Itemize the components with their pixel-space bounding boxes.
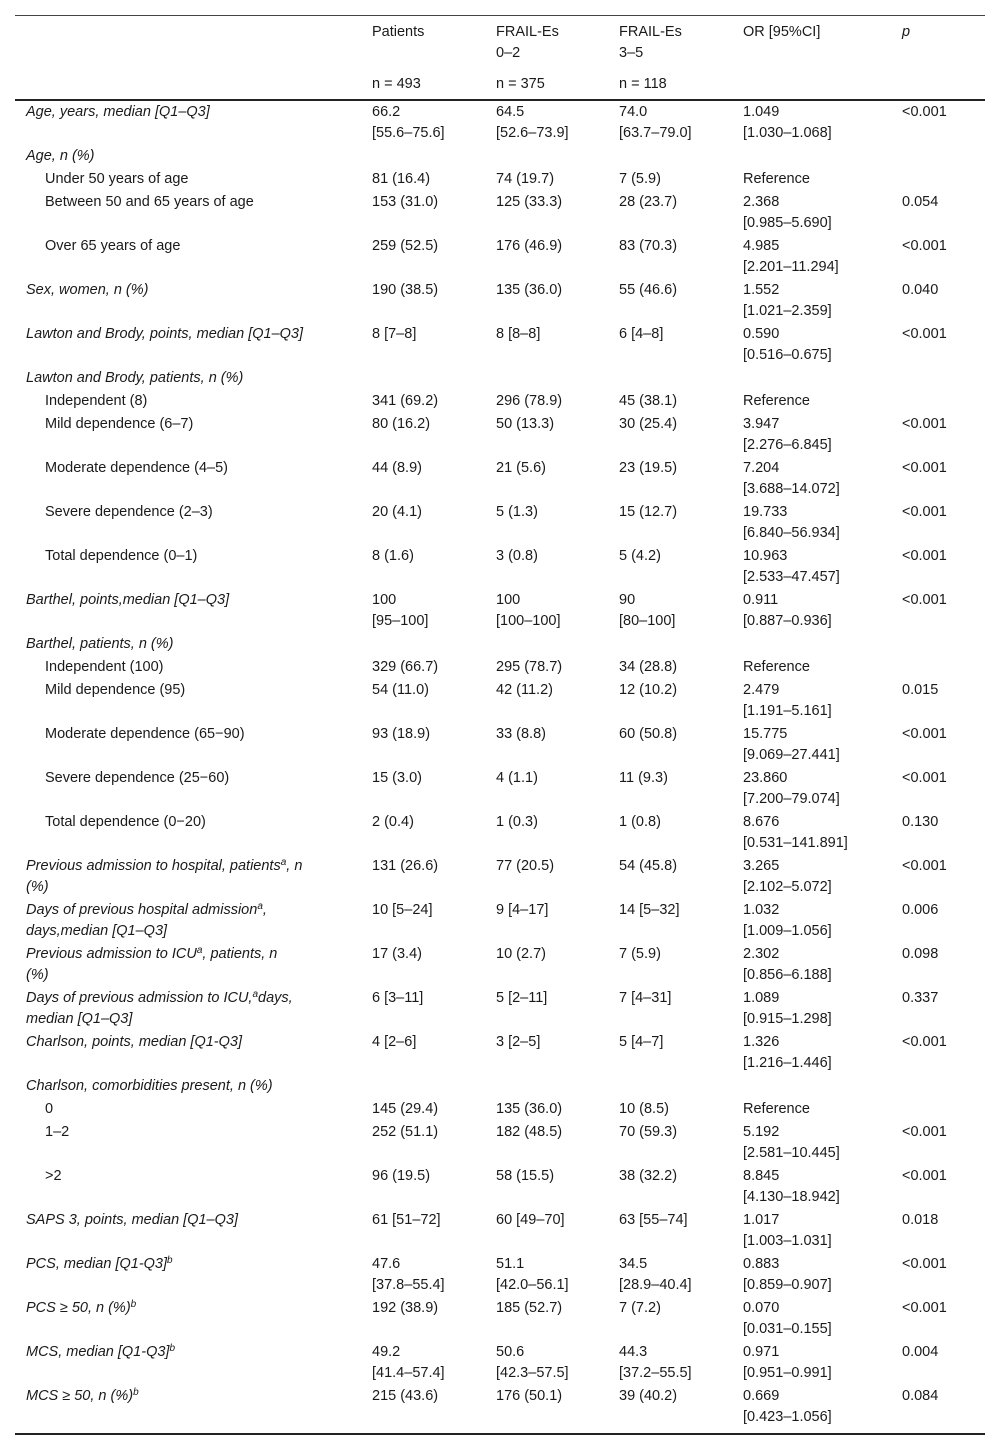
cell-or: 0.590 [0.516–0.675] xyxy=(743,326,832,363)
cell-low: 135 (36.0) xyxy=(496,1101,563,1117)
cell-high: 30 (25.4) xyxy=(619,416,678,432)
cell-low: 50 (13.3) xyxy=(496,416,555,432)
row-label xyxy=(45,169,188,190)
cell-high: 10 (8.5) xyxy=(619,1101,669,1117)
cell-low: 77 (20.5) xyxy=(496,858,555,874)
row-label-text: Total dependence (0−20) xyxy=(45,814,206,830)
cell-high: 1 (0.8) xyxy=(619,814,661,830)
row-label xyxy=(45,680,185,701)
cell-patients: 341 (69.2) xyxy=(372,393,439,409)
footnote-mark: a xyxy=(252,989,259,1000)
row-label-text: 1–2 xyxy=(45,1124,70,1140)
cell-high: 11 (9.3) xyxy=(619,770,668,786)
row-label xyxy=(26,102,210,123)
header-n-high: n = 118 xyxy=(619,76,667,92)
cell-patients: 10 [5–24] xyxy=(372,902,433,918)
cell-low: 3 [2–5] xyxy=(496,1034,541,1050)
row-label-text: Lawton and Brody, patients, n (%) xyxy=(26,370,244,386)
cell-high: 15 (12.7) xyxy=(619,504,678,520)
cell-or: Reference xyxy=(743,659,810,675)
row-label-text: Independent (8) xyxy=(45,393,148,409)
cell-or: 2.479 [1.191–5.161] xyxy=(743,682,832,719)
row-label xyxy=(26,1032,242,1053)
cell-low: 185 (52.7) xyxy=(496,1300,563,1316)
footnote-mark: b xyxy=(130,1299,137,1310)
cell-low: 5 (1.3) xyxy=(496,504,538,520)
row-label xyxy=(26,1254,173,1275)
cell-p: 0.018 xyxy=(902,1212,939,1228)
cell-low: 51.1 [42.0–56.1] xyxy=(496,1256,569,1293)
cell-high: 34 (28.8) xyxy=(619,659,678,675)
cell-p: <0.001 xyxy=(902,326,947,342)
cell-low: 50.6 [42.3–57.5] xyxy=(496,1344,569,1381)
cell-p: <0.001 xyxy=(902,1124,947,1140)
row-label xyxy=(45,502,213,523)
row-label-text: Under 50 years of age xyxy=(45,171,189,187)
cell-low: 74 (19.7) xyxy=(496,171,555,187)
cell-low: 9 [4–17] xyxy=(496,902,549,918)
row-label-text: Previous admission to hospital, patients$^a$, n xyxy=(26,857,303,874)
row-label xyxy=(45,546,197,567)
header-rule xyxy=(15,99,985,101)
cell-low: 60 [49–70] xyxy=(496,1212,565,1228)
cell-patients: 61 [51–72] xyxy=(372,1212,441,1228)
cell-low: 8 [8–8] xyxy=(496,326,541,342)
row-label-text-cont: (%) xyxy=(26,967,49,983)
cell-patients: 329 (66.7) xyxy=(372,659,439,675)
row-label-text: Independent (100) xyxy=(45,659,164,675)
cell-low: 182 (48.5) xyxy=(496,1124,563,1140)
row-label xyxy=(26,1210,238,1231)
footnote-mark: b xyxy=(133,1387,139,1398)
row-label xyxy=(26,1298,136,1319)
row-label-text: 0 xyxy=(45,1101,54,1117)
cell-high: 38 (32.2) xyxy=(619,1168,678,1184)
header-p: p xyxy=(902,24,911,40)
cell-high: 28 (23.7) xyxy=(619,194,678,210)
cell-or: 7.204 [3.688–14.072] xyxy=(743,460,840,497)
cell-patients: 17 (3.4) xyxy=(372,946,422,962)
cell-or: 8.676 [0.531–141.891] xyxy=(743,814,848,851)
cell-p: 0.004 xyxy=(902,1344,939,1360)
cell-or: 0.669 [0.423–1.056] xyxy=(743,1388,832,1425)
row-label-text: >2 xyxy=(45,1168,62,1184)
table-bottom-rule xyxy=(15,1433,985,1435)
footnote-mark: a xyxy=(196,945,203,956)
row-label xyxy=(26,280,149,301)
cell-low: 176 (50.1) xyxy=(496,1388,563,1404)
cell-or: 10.963 [2.533–47.457] xyxy=(743,548,840,585)
cell-high: 55 (46.6) xyxy=(619,282,678,298)
cell-p: <0.001 xyxy=(902,416,947,432)
cell-p: 0.006 xyxy=(902,902,939,918)
cell-patients: 4 [2–6] xyxy=(372,1034,417,1050)
row-label xyxy=(26,856,302,898)
cell-or: 8.845 [4.130–18.942] xyxy=(743,1168,840,1205)
cell-p: <0.001 xyxy=(902,504,947,520)
cell-patients: 252 (51.1) xyxy=(372,1124,439,1140)
row-label-text: PCS, median $[Q1-Q3]^b$ xyxy=(26,1255,173,1272)
row-label-text-cont: (%) xyxy=(26,879,49,895)
cell-low: 33 (8.8) xyxy=(496,726,546,742)
table-top-rule xyxy=(15,15,985,16)
cell-or: 1.326 [1.216–1.446] xyxy=(743,1034,832,1071)
footnote-mark: a xyxy=(257,901,263,912)
cell-high: 14 [5–32] xyxy=(619,902,680,918)
cell-patients: 54 (11.0) xyxy=(372,682,429,698)
row-label xyxy=(45,768,229,789)
row-label-text: Moderate dependence (65−90) xyxy=(45,726,245,742)
cell-high: 7 (5.9) xyxy=(619,171,661,187)
row-label-text: Severe dependence (2–3) xyxy=(45,504,213,520)
row-label-text: Charlson, points, median [Q1-Q3] xyxy=(26,1034,242,1050)
cell-high: 63 [55–74] xyxy=(619,1212,688,1228)
cell-high: 7 (5.9) xyxy=(619,946,661,962)
cell-p: 0.098 xyxy=(902,946,939,962)
cell-or: Reference xyxy=(743,393,810,409)
header-frail-low: FRAIL-Es 0–2 xyxy=(496,24,559,61)
row-label-text-cont: days,median [Q1–Q3] xyxy=(26,923,168,939)
cell-or: 2.302 [0.856–6.188] xyxy=(743,946,832,983)
cell-or: Reference xyxy=(743,171,810,187)
row-label xyxy=(26,944,277,986)
row-label xyxy=(26,1342,175,1363)
row-label-text: Sex, women, n (%) xyxy=(26,282,149,298)
row-label xyxy=(26,988,293,1030)
row-label-text: Age, years, median [Q1–Q3] xyxy=(26,104,210,120)
cell-p: <0.001 xyxy=(902,726,947,742)
footnote-mark: b xyxy=(167,1255,173,1266)
cell-patients: 47.6 [37.8–55.4] xyxy=(372,1256,445,1293)
cell-low: 4 (1.1) xyxy=(496,770,538,786)
cell-high: 44.3 [37.2–55.5] xyxy=(619,1344,692,1381)
cell-high: 7 (7.2) xyxy=(619,1300,661,1316)
row-label xyxy=(45,458,228,479)
cell-p: <0.001 xyxy=(902,1168,947,1184)
row-label xyxy=(45,724,245,745)
cell-or: 3.265 [2.102–5.072] xyxy=(743,858,832,895)
cell-low: 42 (11.2) xyxy=(496,682,553,698)
row-label-text: Severe dependence (25−60) xyxy=(45,770,230,786)
cell-high: 34.5 [28.9–40.4] xyxy=(619,1256,692,1293)
cell-low: 10 (2.7) xyxy=(496,946,546,962)
row-label-text: Days of previous hospital admission$^a$, xyxy=(26,901,267,918)
cell-patients: 20 (4.1) xyxy=(372,504,422,520)
cell-patients: 190 (38.5) xyxy=(372,282,439,298)
cell-low: 176 (46.9) xyxy=(496,238,563,254)
cell-patients: 66.2 [55.6–75.6] xyxy=(372,104,445,141)
cell-or: 1.089 [0.915–1.298] xyxy=(743,990,832,1027)
cell-high: 60 (50.8) xyxy=(619,726,678,742)
row-label-text: Mild dependence (95) xyxy=(45,682,186,698)
cell-high: 23 (19.5) xyxy=(619,460,678,476)
cell-p: 0.130 xyxy=(902,814,939,830)
cell-high: 12 (10.2) xyxy=(619,682,678,698)
cell-high: 45 (38.1) xyxy=(619,393,678,409)
row-label-text: MCS, median $[Q1-Q3]^b$ xyxy=(26,1343,175,1360)
footnote-mark: b xyxy=(169,1343,175,1354)
row-label-text: Barthel, patients, n (%) xyxy=(26,636,174,652)
cell-or: 2.368 [0.985–5.690] xyxy=(743,194,832,231)
header-patients: Patients xyxy=(372,24,425,40)
cell-p: <0.001 xyxy=(902,770,947,786)
cell-patients: 8 [7–8] xyxy=(372,326,417,342)
cell-patients: 15 (3.0) xyxy=(372,770,422,786)
cell-p: <0.001 xyxy=(902,104,947,120)
row-label-text: Mild dependence (6–7) xyxy=(45,416,194,432)
row-label xyxy=(26,1386,139,1407)
row-label-text: Days of previous admission to ICU,$^a$days, xyxy=(26,989,293,1006)
cell-patients: 6 [3–11] xyxy=(372,990,424,1006)
cell-or: 0.971 [0.951–0.991] xyxy=(743,1344,832,1381)
cell-or: Reference xyxy=(743,1101,810,1117)
cell-or: 4.985 [2.201–11.294] xyxy=(743,238,839,275)
cell-high: 90 [80–100] xyxy=(619,592,676,629)
cell-patients: 131 (26.6) xyxy=(372,858,439,874)
row-label-text: Moderate dependence (4–5) xyxy=(45,460,228,476)
cell-patients: 96 (19.5) xyxy=(372,1168,431,1184)
cell-high: 6 [4–8] xyxy=(619,326,664,342)
row-label-text: Charlson, comorbidities present, n (%) xyxy=(26,1078,273,1094)
cell-p: <0.001 xyxy=(902,238,947,254)
row-label xyxy=(26,324,303,345)
row-label xyxy=(26,900,267,942)
row-label-text: Barthel, points,median [Q1–Q3] xyxy=(26,592,230,608)
cell-low: 64.5 [52.6–73.9] xyxy=(496,104,569,141)
cell-high: 7 [4–31] xyxy=(619,990,672,1006)
row-label-text: Lawton and Brody, points, median [Q1–Q3] xyxy=(26,326,304,342)
header-or: OR [95%CI] xyxy=(743,24,821,40)
cell-p: <0.001 xyxy=(902,858,947,874)
row-label xyxy=(26,590,229,611)
row-label-text: Over 65 years of age xyxy=(45,238,181,254)
cell-high: 70 (59.3) xyxy=(619,1124,678,1140)
cell-p: 0.337 xyxy=(902,990,939,1006)
cell-low: 21 (5.6) xyxy=(496,460,546,476)
row-label xyxy=(45,1122,69,1143)
cell-patients: 81 (16.4) xyxy=(372,171,431,187)
cell-or: 23.860 [7.200–79.074] xyxy=(743,770,840,807)
row-label xyxy=(26,146,95,167)
row-label-text: Age, n (%) xyxy=(26,148,95,164)
row-label xyxy=(45,812,206,833)
cell-low: 5 [2–11] xyxy=(496,990,548,1006)
row-label xyxy=(45,1166,62,1187)
cell-or: 1.032 [1.009–1.056] xyxy=(743,902,832,939)
cell-low: 296 (78.9) xyxy=(496,393,563,409)
header-n-patients: n = 493 xyxy=(372,76,421,92)
cell-patients: 259 (52.5) xyxy=(372,238,439,254)
cell-high: 5 [4–7] xyxy=(619,1034,664,1050)
row-label-text: PCS ≥ 50, n (%)$^b$ xyxy=(26,1299,137,1316)
row-label xyxy=(45,414,193,435)
header-frail-high: FRAIL-Es 3–5 xyxy=(619,24,682,61)
cell-high: 74.0 [63.7–79.0] xyxy=(619,104,692,141)
cell-patients: 100 [95–100] xyxy=(372,592,429,629)
cell-low: 58 (15.5) xyxy=(496,1168,555,1184)
cell-or: 0.911 [0.887–0.936] xyxy=(743,592,832,629)
cell-p: <0.001 xyxy=(902,1300,947,1316)
cell-patients: 44 (8.9) xyxy=(372,460,422,476)
row-label xyxy=(45,236,180,257)
cell-or: 1.552 [1.021–2.359] xyxy=(743,282,832,319)
cell-low: 125 (33.3) xyxy=(496,194,563,210)
row-label-text: Total dependence (0–1) xyxy=(45,548,198,564)
cell-patients: 145 (29.4) xyxy=(372,1101,439,1117)
row-label xyxy=(45,1099,53,1120)
cell-high: 54 (45.8) xyxy=(619,858,678,874)
cell-low: 295 (78.7) xyxy=(496,659,563,675)
cell-or: 5.192 [2.581–10.445] xyxy=(743,1124,840,1161)
cell-p: <0.001 xyxy=(902,460,947,476)
cell-low: 3 (0.8) xyxy=(496,548,538,564)
row-label-text: Between 50 and 65 years of age xyxy=(45,194,254,210)
row-label xyxy=(26,368,243,389)
row-label xyxy=(26,1076,273,1097)
cell-or: 1.049 [1.030–1.068] xyxy=(743,104,832,141)
row-label xyxy=(45,192,254,213)
header-n-low: n = 375 xyxy=(496,76,545,92)
cell-p: <0.001 xyxy=(902,548,947,564)
cell-low: 135 (36.0) xyxy=(496,282,563,298)
cell-patients: 2 (0.4) xyxy=(372,814,414,830)
cell-or: 15.775 [9.069–27.441] xyxy=(743,726,840,763)
cell-p: <0.001 xyxy=(902,1034,947,1050)
cell-p: 0.054 xyxy=(902,194,939,210)
cell-p: 0.084 xyxy=(902,1388,939,1404)
row-label xyxy=(26,634,174,655)
cell-p: <0.001 xyxy=(902,592,947,608)
row-label-text: Previous admission to ICU$^a$, patients, n xyxy=(26,945,278,962)
cell-patients: 153 (31.0) xyxy=(372,194,439,210)
row-label-text-cont: median [Q1–Q3] xyxy=(26,1011,133,1027)
cell-high: 39 (40.2) xyxy=(619,1388,678,1404)
cell-high: 83 (70.3) xyxy=(619,238,678,254)
cell-p: <0.001 xyxy=(902,1256,947,1272)
row-label xyxy=(45,391,147,412)
row-label-text: SAPS 3, points, median [Q1–Q3] xyxy=(26,1212,238,1228)
cell-p: 0.015 xyxy=(902,682,939,698)
cell-patients: 8 (1.6) xyxy=(372,548,414,564)
cell-patients: 49.2 [41.4–57.4] xyxy=(372,1344,445,1381)
cell-low: 100 [100–100] xyxy=(496,592,561,629)
cell-patients: 192 (38.9) xyxy=(372,1300,439,1316)
cell-or: 19.733 [6.840–56.934] xyxy=(743,504,840,541)
cell-or: 0.883 [0.859–0.907] xyxy=(743,1256,832,1293)
cell-patients: 215 (43.6) xyxy=(372,1388,439,1404)
cell-patients: 93 (18.9) xyxy=(372,726,431,742)
cell-or: 1.017 [1.003–1.031] xyxy=(743,1212,832,1249)
cell-low: 1 (0.3) xyxy=(496,814,538,830)
cell-patients: 80 (16.2) xyxy=(372,416,431,432)
cell-or: 3.947 [2.276–6.845] xyxy=(743,416,832,453)
row-label xyxy=(45,657,164,678)
row-label-text: MCS ≥ 50, n (%)$^b$ xyxy=(26,1387,139,1404)
cell-p: 0.040 xyxy=(902,282,939,298)
footnote-mark: a xyxy=(280,857,287,868)
cell-high: 5 (4.2) xyxy=(619,548,661,564)
cell-or: 0.070 [0.031–0.155] xyxy=(743,1300,832,1337)
